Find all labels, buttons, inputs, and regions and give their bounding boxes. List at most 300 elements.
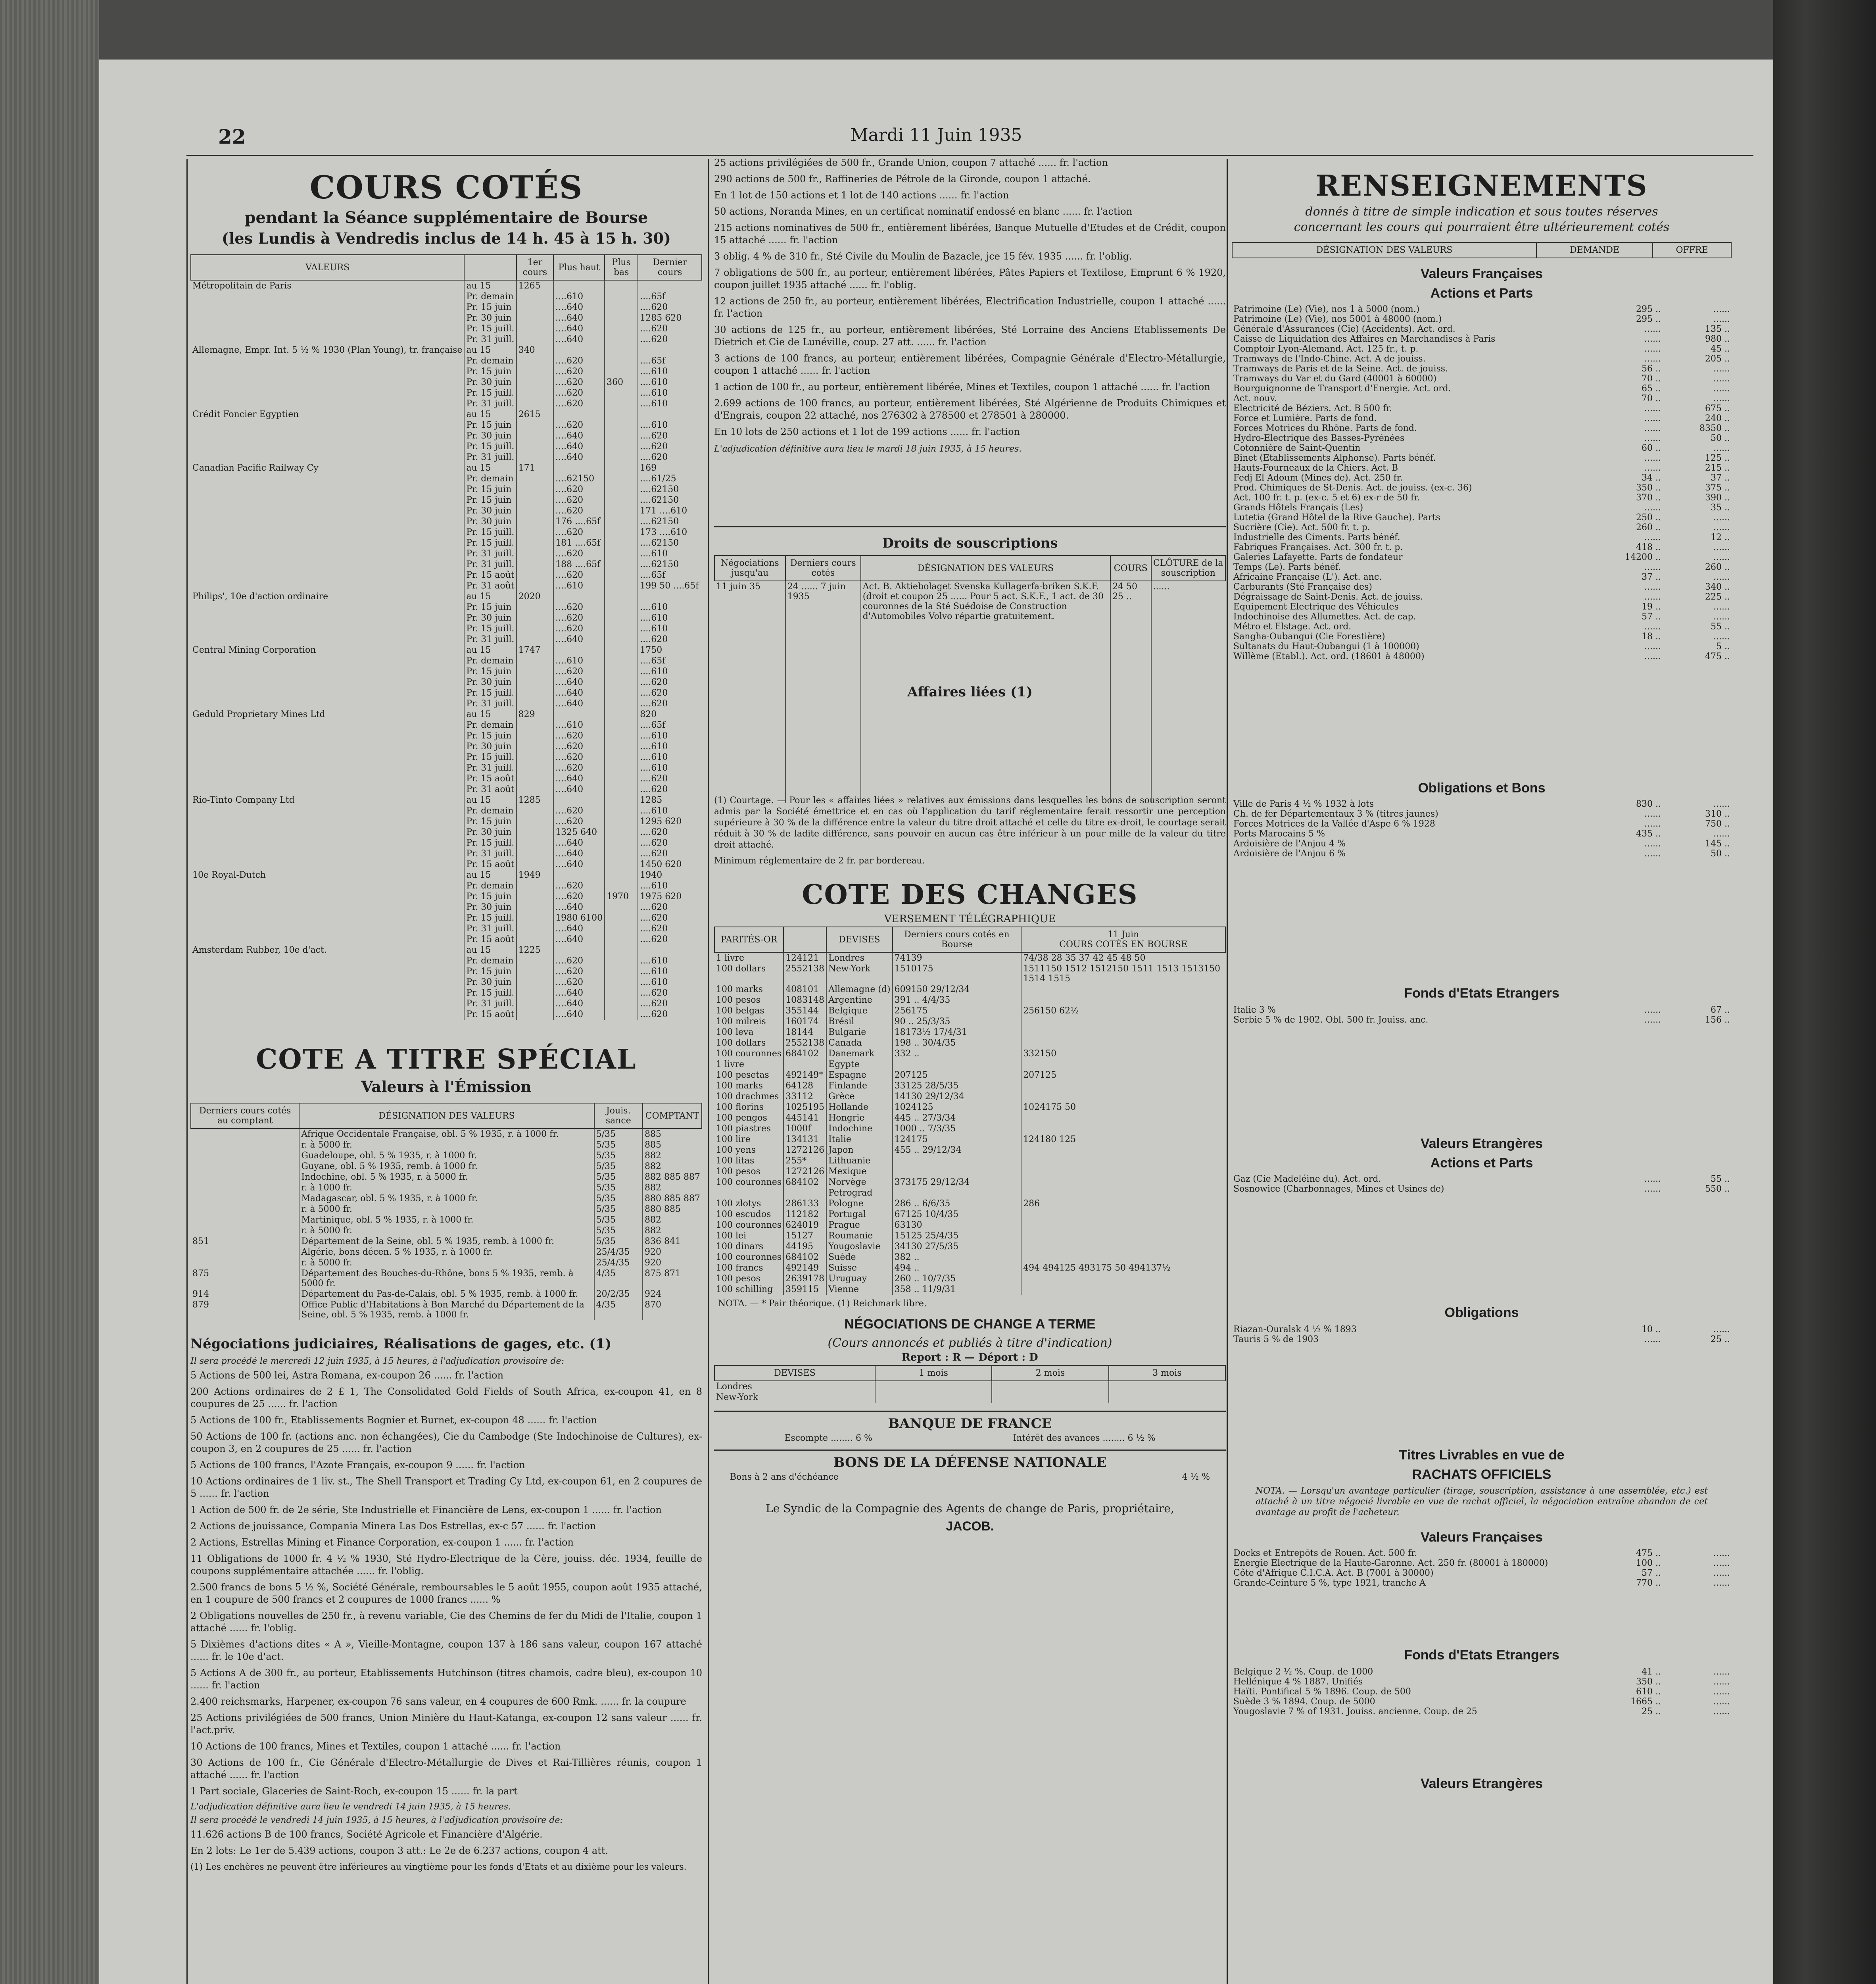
tl-fe-row (1232, 1687, 1732, 1697)
changes-row (714, 1091, 1225, 1102)
adjudication-item: 1 action de 100 fr., au porteur, entièrement libérée, Mines et Textiles, coupon 1 attaché ...... fr. l'action (714, 381, 1210, 392)
cours-cotes-cell (605, 848, 638, 859)
titre-special-cell: Guyane, obl. 5 % 1935, remb. à 1000 fr. (299, 1161, 594, 1172)
rs-action-cell: ...... (1644, 413, 1661, 423)
negociations-title: Négociations judiciaires, Réalisations de gages, etc. (1) (190, 1336, 612, 1352)
titre-special-cell (191, 1161, 299, 1172)
adjudication-item-text: 12 actions de 250 fr., au porteur, entièrement libérées, Electrification Industrielle, coupon 1 attaché (714, 296, 1204, 307)
cours-cotes-row (191, 313, 702, 323)
cours-cotes-cell: ....640 (553, 848, 605, 859)
cours-cotes-cell (191, 977, 464, 988)
adjudication-item-text: 1 action de 100 fr., au porteur, entièrement libérée, Mines et Textiles, coupon 1 attaché (714, 381, 1138, 392)
cours-cotes-cell: ....610 (638, 366, 702, 377)
negociations-item-unit: fr. l'action (221, 1488, 269, 1499)
cours-cotes-cell: 1285 620 (638, 313, 702, 323)
cours-cotes-cell: Pr. 15 juin (464, 302, 516, 313)
negociations-item-unit: fr. l'action (476, 1459, 525, 1471)
changes-cell: 100 yens (716, 1145, 756, 1155)
cours-cotes-cell (517, 581, 554, 591)
souscriptions-date: 11 juin 35 (716, 582, 761, 592)
cours-cotes-cell: Pr. 15 juill. (464, 913, 516, 923)
rs-action-cell: Hauts-Fourneaux de la Chiers. Act. B (1233, 463, 1398, 473)
cours-cotes-cell (191, 313, 464, 323)
changes-cell: Vienne (826, 1284, 892, 1295)
changes-cell: 18144 (783, 1027, 826, 1038)
rs-action-cell: ...... (1644, 503, 1661, 513)
cours-cotes-cell (605, 527, 638, 538)
terme-cell: Londres (716, 1382, 752, 1392)
cours-cotes-cell: 169 (638, 463, 702, 473)
changes-cell: Suisse (826, 1263, 892, 1273)
rs-action-row (1232, 433, 1732, 443)
cours-cotes-row (191, 473, 702, 484)
rs-fonds-cell: Italie 3 % (1233, 1005, 1276, 1015)
courtage-minimum: Minimum réglementaire de 2 fr. par bordereau. (714, 856, 925, 866)
cours-cotes-cell (553, 280, 605, 291)
cours-cotes-cell: au 15 (464, 591, 516, 602)
cours-cotes-cell: Geduld Proprietary Mines Ltd (192, 709, 325, 719)
cours-cotes-cell (517, 538, 554, 548)
rs-action-cell: 56 .. (1641, 364, 1661, 374)
rs-action-row (1232, 632, 1732, 642)
cours-cotes-row (191, 452, 702, 463)
changes-cell (783, 1188, 826, 1198)
banque-rates (714, 1433, 1226, 1443)
rs-obligation-cell: ...... (1644, 849, 1661, 859)
cours-cotes-cell: ....610 (638, 666, 702, 677)
rs-action-row (1232, 542, 1732, 552)
changes-cell: 74/38 28 35 37 42 45 48 50 (1021, 952, 1225, 963)
negociations-item: 2.400 reichsmarks, Harpener, ex-coupon 76 sans valeur, en 4 coupures de 600 Rmk. ...... fr. la coupure (190, 1696, 686, 1707)
cours-cotes-cell (517, 838, 554, 848)
titre-special-cell: 5/35 (594, 1182, 643, 1193)
cours-cotes-cell: ....65f (638, 720, 702, 731)
book-spine-shadow (1773, 0, 1876, 1984)
cours-cotes-cell: 829 (517, 709, 554, 720)
rs-action-row (1232, 423, 1732, 433)
rs-action-cell: Sultanats du Haut-Oubangui (1 à 100000) (1233, 642, 1419, 652)
titre-special-cell (191, 1140, 299, 1150)
cours-cotes-cell (191, 291, 464, 302)
cours-cotes-cell: ....610 (638, 388, 702, 398)
rs-action-cell: ...... (1713, 364, 1730, 374)
cours-cotes-cell (191, 784, 464, 795)
titre-special-cell: 5/35 (594, 1225, 643, 1236)
rs-action-cell: ...... (1713, 384, 1730, 394)
terme-header-cell: 1 mois (875, 1365, 992, 1381)
cours-cotes-cell (191, 548, 464, 559)
adjudication-item-text: 25 actions privilégiées de 500 fr., Grande Union, coupon 7 attaché (714, 157, 1035, 168)
cours-cotes-cell: Philips', 10e d'action ordinaire (192, 592, 328, 602)
titre-special-cell: Martinique, obl. 5 % 1935, r. à 1000 fr. (299, 1215, 594, 1225)
adjudication-item: 30 actions de 125 fr., au porteur, entièrement libérées, Sté Lorraine des Anciens Etablissements De Dietrich et Cie de Lunéville, coup. 27 att. ...... fr. l'action (714, 324, 1226, 348)
cours-cotes-cell (517, 923, 554, 934)
titre-special-row (191, 1225, 702, 1236)
rs-action-row (1232, 493, 1732, 503)
cours-cotes-cell (605, 988, 638, 998)
cours-cotes-cell: au 15 (464, 463, 516, 473)
negociations-item: 200 Actions ordinaires de 2 £ 1, The Consolidated Gold Fields of South Africa, ex-coupon 41, en 8 coupures de 25 ...... fr. l'action (190, 1386, 702, 1409)
cours-cotes-cell (605, 806, 638, 816)
rs-action-cell: Lutetia (Grand Hôtel de la Rive Gauche). Parts (1233, 513, 1440, 523)
changes-cell: 15125 25/4/35 (893, 1230, 1022, 1241)
rs-action-cell: 675 .. (1705, 404, 1730, 413)
cours-cotes-cell (517, 388, 554, 398)
cours-cotes-row (191, 902, 702, 913)
rs-ve-action-cell: 55 .. (1711, 1174, 1730, 1184)
cours-cotes-row (191, 955, 702, 966)
cours-cotes-cell: 820 (638, 709, 702, 720)
negociations-item-unit: fr. l'oblig. (378, 1565, 424, 1576)
cours-cotes-cell (517, 366, 554, 377)
rs-action-cell: 215 .. (1705, 463, 1730, 473)
cours-cotes-cell: ....620 (553, 955, 605, 966)
changes-cell: 100 leva (716, 1027, 754, 1037)
cours-cotes-cell (191, 891, 464, 902)
rs-action-row (1232, 592, 1732, 602)
cours-cotes-row (191, 880, 702, 891)
titre-special-header-cell: COMPTANT (643, 1103, 702, 1128)
changes-cell: 373175 29/12/34 (893, 1177, 1022, 1188)
cours-cotes-cell: au 15 (464, 795, 516, 806)
changes-cell (783, 1059, 826, 1070)
titre-special-cell: 875 871 (643, 1268, 702, 1289)
rs-action-cell: 350 .. (1636, 483, 1661, 493)
titre-special-cell: Afrique Occidentale Française, obl. 5 % 1935, r. à 1000 fr. (299, 1128, 594, 1140)
titre-special-cell: 5/35 (594, 1193, 643, 1204)
adjudication-item-text: 290 actions de 500 fr., Raffineries de Pétrole de la Gironde, coupon 1 attaché. (714, 173, 1091, 185)
negociations-intro: Il sera procédé le mercredi 12 juin 1935, à 15 heures, à l'adjudication provisoire de: (190, 1356, 564, 1366)
cours-cotes-cell (191, 473, 464, 484)
titre-special-cell: 882 885 887 (643, 1172, 702, 1182)
changes-row (714, 1123, 1225, 1134)
cours-cotes-cell: Pr. 15 juin (464, 816, 516, 827)
titre-special-cell: r. à 5000 fr. (299, 1257, 594, 1268)
cours-cotes-cell (517, 398, 554, 409)
changes-cell (1021, 1166, 1225, 1177)
cours-cotes-row (191, 431, 702, 441)
cours-cotes-cell (191, 998, 464, 1009)
cours-cotes-row (191, 945, 702, 955)
cours-cotes-cell: ....620 (553, 548, 605, 559)
rs-obligation-cell: 310 .. (1705, 809, 1730, 819)
tl-fe-cell: 25 .. (1641, 1707, 1661, 1717)
tl-fe-cell: 1665 .. (1630, 1697, 1661, 1707)
adjudication-item: 50 actions, Noranda Mines, en un certificat nominatif endossé en blanc ...... fr. l'action (714, 206, 1133, 217)
changes-cell: 33125 28/5/35 (893, 1080, 1022, 1091)
tl-fe-cell: 41 .. (1641, 1667, 1661, 1677)
negociations-item-unit: fr. la part (472, 1786, 518, 1797)
terme-header-cell: DEVISES (714, 1365, 875, 1381)
cours-cotes-cell (517, 1009, 554, 1020)
cours-cotes-cell: ....620 (638, 323, 702, 334)
rs-action-cell: ...... (1713, 314, 1730, 324)
cours-cotes-cell: Pr. 15 juill. (464, 323, 516, 334)
changes-cell: 18173½ 17/4/31 (893, 1027, 1022, 1038)
terme-cell (1109, 1392, 1225, 1403)
rs-obligation-cell: Ardoisière de l'Anjou 6 % (1233, 849, 1346, 859)
rs-ob2-row (1232, 1334, 1732, 1344)
cours-cotes-cell: 1225 (517, 945, 554, 955)
cours-cotes-cell: ....610 (638, 602, 702, 613)
tl-fe-cell: ...... (1713, 1667, 1730, 1677)
adjudication-item-text: En 1 lot de 150 actions et 1 lot de 140 actions (714, 190, 937, 201)
cours-cotes-cell (605, 666, 638, 677)
cours-cotes-cell: Pr. 15 juill. (464, 752, 516, 763)
rs-action-cell: ...... (1644, 463, 1661, 473)
cours-cotes-cell (517, 334, 554, 345)
cours-cotes-cell: ....620 (553, 388, 605, 398)
cours-cotes-cell (191, 634, 464, 645)
tl-vf-cell: 770 .. (1636, 1578, 1661, 1588)
cours-cotes-row (191, 334, 702, 345)
column-middle (714, 157, 1226, 1984)
cours-cotes-cell: 1940 (638, 870, 702, 880)
cours-cotes-cell: Pr. 15 juin (464, 891, 516, 902)
adjudication-item: En 1 lot de 150 actions et 1 lot de 140 actions ...... fr. l'action (714, 190, 1009, 201)
titre-special-row (191, 1215, 702, 1225)
changes-cell: 100 escudos (716, 1209, 771, 1219)
changes-row (714, 1102, 1225, 1113)
changes-row (714, 1080, 1225, 1091)
titre-special-row (191, 1300, 702, 1320)
changes-cell: Argentine (826, 995, 892, 1005)
rs-action-row (1232, 523, 1732, 533)
cours-cotes-cell: ....65f (638, 570, 702, 581)
cours-cotes-cell (605, 945, 638, 955)
tl-vf-cell: ...... (1713, 1558, 1730, 1568)
changes-date: 11 Juin (1108, 930, 1139, 940)
adjudication-item-unit: fr. l'action (1162, 381, 1210, 392)
rs-action-cell: 5 .. (1716, 642, 1730, 652)
changes-cell: Canada (826, 1038, 892, 1048)
cours-cotes-cell: Pr. 30 juin (464, 313, 516, 323)
changes-cell: 355144 (783, 1005, 826, 1016)
rs-action-cell: Sucrière (Cie). Act. 500 fr. t. p. (1233, 523, 1370, 533)
changes-cell: Portugal (826, 1209, 892, 1220)
rs-fonds-table (1232, 1005, 1732, 1025)
tl-vf-cell: 57 .. (1641, 1568, 1661, 1578)
cours-cotes-cell (517, 634, 554, 645)
cours-cotes-row (191, 634, 702, 645)
negociations-item-text: 5 Dixièmes d'actions dites « A », Vieille-Montagne, coupon 137 à 186 sans valeur, coupon 167 attaché (190, 1639, 702, 1650)
cours-cotes-cell: Canadian Pacific Railway Cy (192, 463, 319, 473)
titre-special-cell: 920 (643, 1257, 702, 1268)
changes-cell: 100 francs (716, 1263, 763, 1273)
changes-cell: 1024175 50 (1021, 1102, 1225, 1113)
cours-cotes-cell (605, 345, 638, 356)
changes-cell: 494 .. (893, 1263, 1022, 1273)
cours-cotes-cell: ....610 (553, 656, 605, 666)
cours-cotes-cell: ....620 (553, 420, 605, 431)
titre-special-cell: r. à 1000 fr. (299, 1182, 594, 1193)
titre-special-row (191, 1128, 702, 1140)
cours-cotes-subtitle: pendant la Séance supplémentaire de Bourse (244, 208, 648, 227)
changes-table (714, 927, 1226, 1295)
changes-cell (1021, 1059, 1225, 1070)
cours-cotes-cell: Pr. 15 juin (464, 484, 516, 495)
rs-action-cell: 260 .. (1636, 523, 1661, 533)
terme-cell (992, 1381, 1108, 1392)
rs-action-row (1232, 652, 1732, 661)
cours-cotes-row (191, 977, 702, 988)
cours-cotes-cell: ....62150 (638, 516, 702, 527)
cours-cotes-cell: ....640 (553, 859, 605, 870)
cours-cotes-row (191, 398, 702, 409)
cours-cotes-cell: 1980 6100 (553, 913, 605, 923)
titre-special-row (191, 1193, 702, 1204)
page-header (99, 125, 1773, 149)
rs-ob2-cell: ...... (1713, 1325, 1730, 1334)
changes-cell: 160174 (783, 1016, 826, 1027)
titres-nota: NOTA. — Lorsqu'un avantage particulier (tirage, souscription, assistance à une assemblée, etc.) est attaché à un titre négocié livrable en vue de rachat officiel, la négociation entraîne abandon de cet avantage au profit de l'acheteur. (1256, 1486, 1708, 1517)
cours-cotes-cell: Rio-Tinto Company Ltd (192, 795, 295, 805)
rs-action-cell: 37 .. (1711, 473, 1730, 483)
changes-cell: 684102 (783, 1252, 826, 1263)
cours-cotes-row (191, 741, 702, 752)
cours-cotes-cell: Pr. 15 juill. (464, 988, 516, 998)
rs-action-cell: ...... (1644, 404, 1661, 413)
tl-fe-cell: ...... (1713, 1697, 1730, 1707)
cours-cotes-cell: Pr. 30 juin (464, 977, 516, 988)
adjudication-item: 3 oblig. 4 % de 310 fr., Sté Civile du Moulin de Bazacle, jce 15 fév. 1935 ...... fr. l'oblig. (714, 251, 1132, 262)
changes-cell: 124175 (893, 1134, 1022, 1145)
cours-cotes-cell: ....620 (553, 570, 605, 581)
cours-cotes-cell (553, 463, 605, 473)
rs-action-row (1232, 324, 1732, 334)
titre-special-cell: 5/35 (594, 1140, 643, 1150)
titre-special-cell: 882 (643, 1150, 702, 1161)
changes-cell: Pologne (826, 1198, 892, 1209)
cours-cotes-cell (605, 955, 638, 966)
cours-cotes-cell: ....610 (638, 548, 702, 559)
titre-special-cell: 924 (643, 1289, 702, 1300)
rs-action-row (1232, 513, 1732, 523)
rs-action-cell: ...... (1644, 334, 1661, 344)
cours-cotes-cell: Pr. 31 juill. (464, 634, 516, 645)
changes-cell: 100 couronnes (716, 1049, 782, 1059)
rs-action-cell: Carburants (Sté Française des) (1233, 582, 1372, 592)
titre-special-row (191, 1204, 702, 1215)
titre-special-cell: Indochine, obl. 5 % 1935, r. à 5000 fr. (299, 1172, 594, 1182)
cours-cotes-row (191, 420, 702, 431)
cours-cotes-cell: Pr. 30 juin (464, 827, 516, 838)
cours-cotes-cell: ....610 (638, 752, 702, 763)
cours-cotes-cell (517, 656, 554, 666)
tl-vf-cell: ...... (1713, 1548, 1730, 1558)
adjudication-item-unit: fr. l'action (714, 308, 763, 319)
cours-cotes-cell: Pr. demain (464, 473, 516, 484)
changes-cell: 100 pesos (716, 1167, 760, 1177)
rs-action-row (1232, 443, 1732, 453)
tl-fe-cell: ...... (1713, 1707, 1730, 1717)
cours-cotes-cell: Pr. 30 juin (464, 741, 516, 752)
souscriptions-header-cell: COURS (1110, 556, 1151, 581)
cours-cotes-cell (605, 870, 638, 880)
cours-cotes-cell: ....620 (553, 763, 605, 773)
rs-action-cell: Cotonnière de Saint-Quentin (1233, 443, 1361, 453)
negociations-item-unit: fr. l'action (512, 1741, 561, 1752)
cours-cotes-cell: ....620 (553, 506, 605, 516)
rs-obligation-cell: ...... (1644, 809, 1661, 819)
changes-cell: Belgique (826, 1005, 892, 1016)
cours-cotes-cell: ....620 (553, 356, 605, 366)
adjudication-item-unit: fr. l'action (971, 426, 1020, 437)
rs-action-cell: Fabriques Françaises. Act. 300 fr. t. p. (1233, 542, 1403, 552)
cours-cotes-cell (191, 581, 464, 591)
tl-fe-cell: 610 .. (1636, 1687, 1661, 1697)
cours-cotes-cell (553, 795, 605, 806)
changes-row (714, 1059, 1225, 1070)
changes-cell: Mexique (826, 1166, 892, 1177)
rs-obligation-cell: 830 .. (1636, 799, 1661, 809)
changes-cell: Egypte (826, 1059, 892, 1070)
rs-action-row (1232, 562, 1732, 572)
changes-cell (893, 1166, 1022, 1177)
changes-cell: Lithuanie (826, 1155, 892, 1166)
cours-cotes-row (191, 666, 702, 677)
rs-obligation-cell: ...... (1644, 839, 1661, 849)
cours-cotes-cell (191, 902, 464, 913)
cours-cotes-cell (191, 656, 464, 666)
rs-action-cell: Sangha-Oubangui (Cie Forestière) (1233, 632, 1385, 642)
rs-action-cell: Industrielle des Ciments. Parts bénéf. (1233, 533, 1400, 542)
cours-cotes-cell (191, 816, 464, 827)
rs-action-cell: 50 .. (1711, 433, 1730, 443)
cours-cotes-row (191, 645, 702, 656)
cours-cotes-cell (191, 538, 464, 548)
rs-obligation-cell: Forces Motrices de la Vallée d'Aspe 6 % 1928 (1233, 819, 1435, 829)
cours-cotes-cell (517, 291, 554, 302)
adjudication-item-text: 2.699 actions de 100 francs, au porteur, entièrement libérées, Sté Algérienne de Produits Chimiques et d'Engrais, coupon 22 attaché, nos 276302 à 278500 et 278501 à 280000. (714, 398, 1226, 421)
cours-cotes-cell: ....62150 (638, 559, 702, 570)
cours-cotes-cell (605, 731, 638, 741)
rs-action-cell: ...... (1644, 592, 1661, 602)
cours-cotes-cell (605, 741, 638, 752)
renseignements-header-cell: DEMANDE (1536, 242, 1653, 258)
cours-cotes-cell: Métropolitain de Paris (192, 281, 292, 291)
cours-cotes-cell: au 15 (464, 345, 516, 356)
changes-cell: 1024125 (893, 1102, 1022, 1113)
rs-action-cell: 14200 .. (1625, 552, 1661, 562)
changes-cell: 408101 (783, 984, 826, 995)
cours-cotes-cell (191, 720, 464, 731)
rs-obligation-cell: 435 .. (1636, 829, 1661, 839)
rs-action-cell: 60 .. (1641, 443, 1661, 453)
cours-cotes-cell (605, 698, 638, 709)
cours-cotes-row (191, 709, 702, 720)
changes-cell: 100 pengos (716, 1113, 767, 1123)
cours-cotes-cell (605, 334, 638, 345)
changes-row (714, 1070, 1225, 1080)
rs-ve-actions-table (1232, 1174, 1732, 1194)
changes-cell: Espagne (826, 1070, 892, 1080)
affaires-liees-title: Affaires liées (1) (907, 684, 1033, 700)
titre-special-cell: Algérie, bons décen. 5 % 1935, r. à 1000 fr. (299, 1247, 594, 1257)
cours-cotes-cell: Pr. 30 juin (464, 377, 516, 388)
titre-special-cell: 882 (643, 1215, 702, 1225)
adjudication-item-unit: fr. l'oblig. (1086, 251, 1132, 262)
changes-cell (1021, 1080, 1225, 1091)
changes-cell (1021, 1091, 1225, 1102)
rs-action-cell: Indochinoise des Allumettes. Act. de cap. (1233, 612, 1416, 622)
cours-cotes-cell: ....620 (638, 677, 702, 688)
tl-fe-cell: Belgique 2 ½ %. Coup. de 1000 (1233, 1667, 1373, 1677)
rs-ve-action-cell: ...... (1644, 1184, 1661, 1194)
cours-cotes-row (191, 377, 702, 388)
cours-cotes-cell (605, 677, 638, 688)
cours-cotes-cell: ....640 (553, 773, 605, 784)
